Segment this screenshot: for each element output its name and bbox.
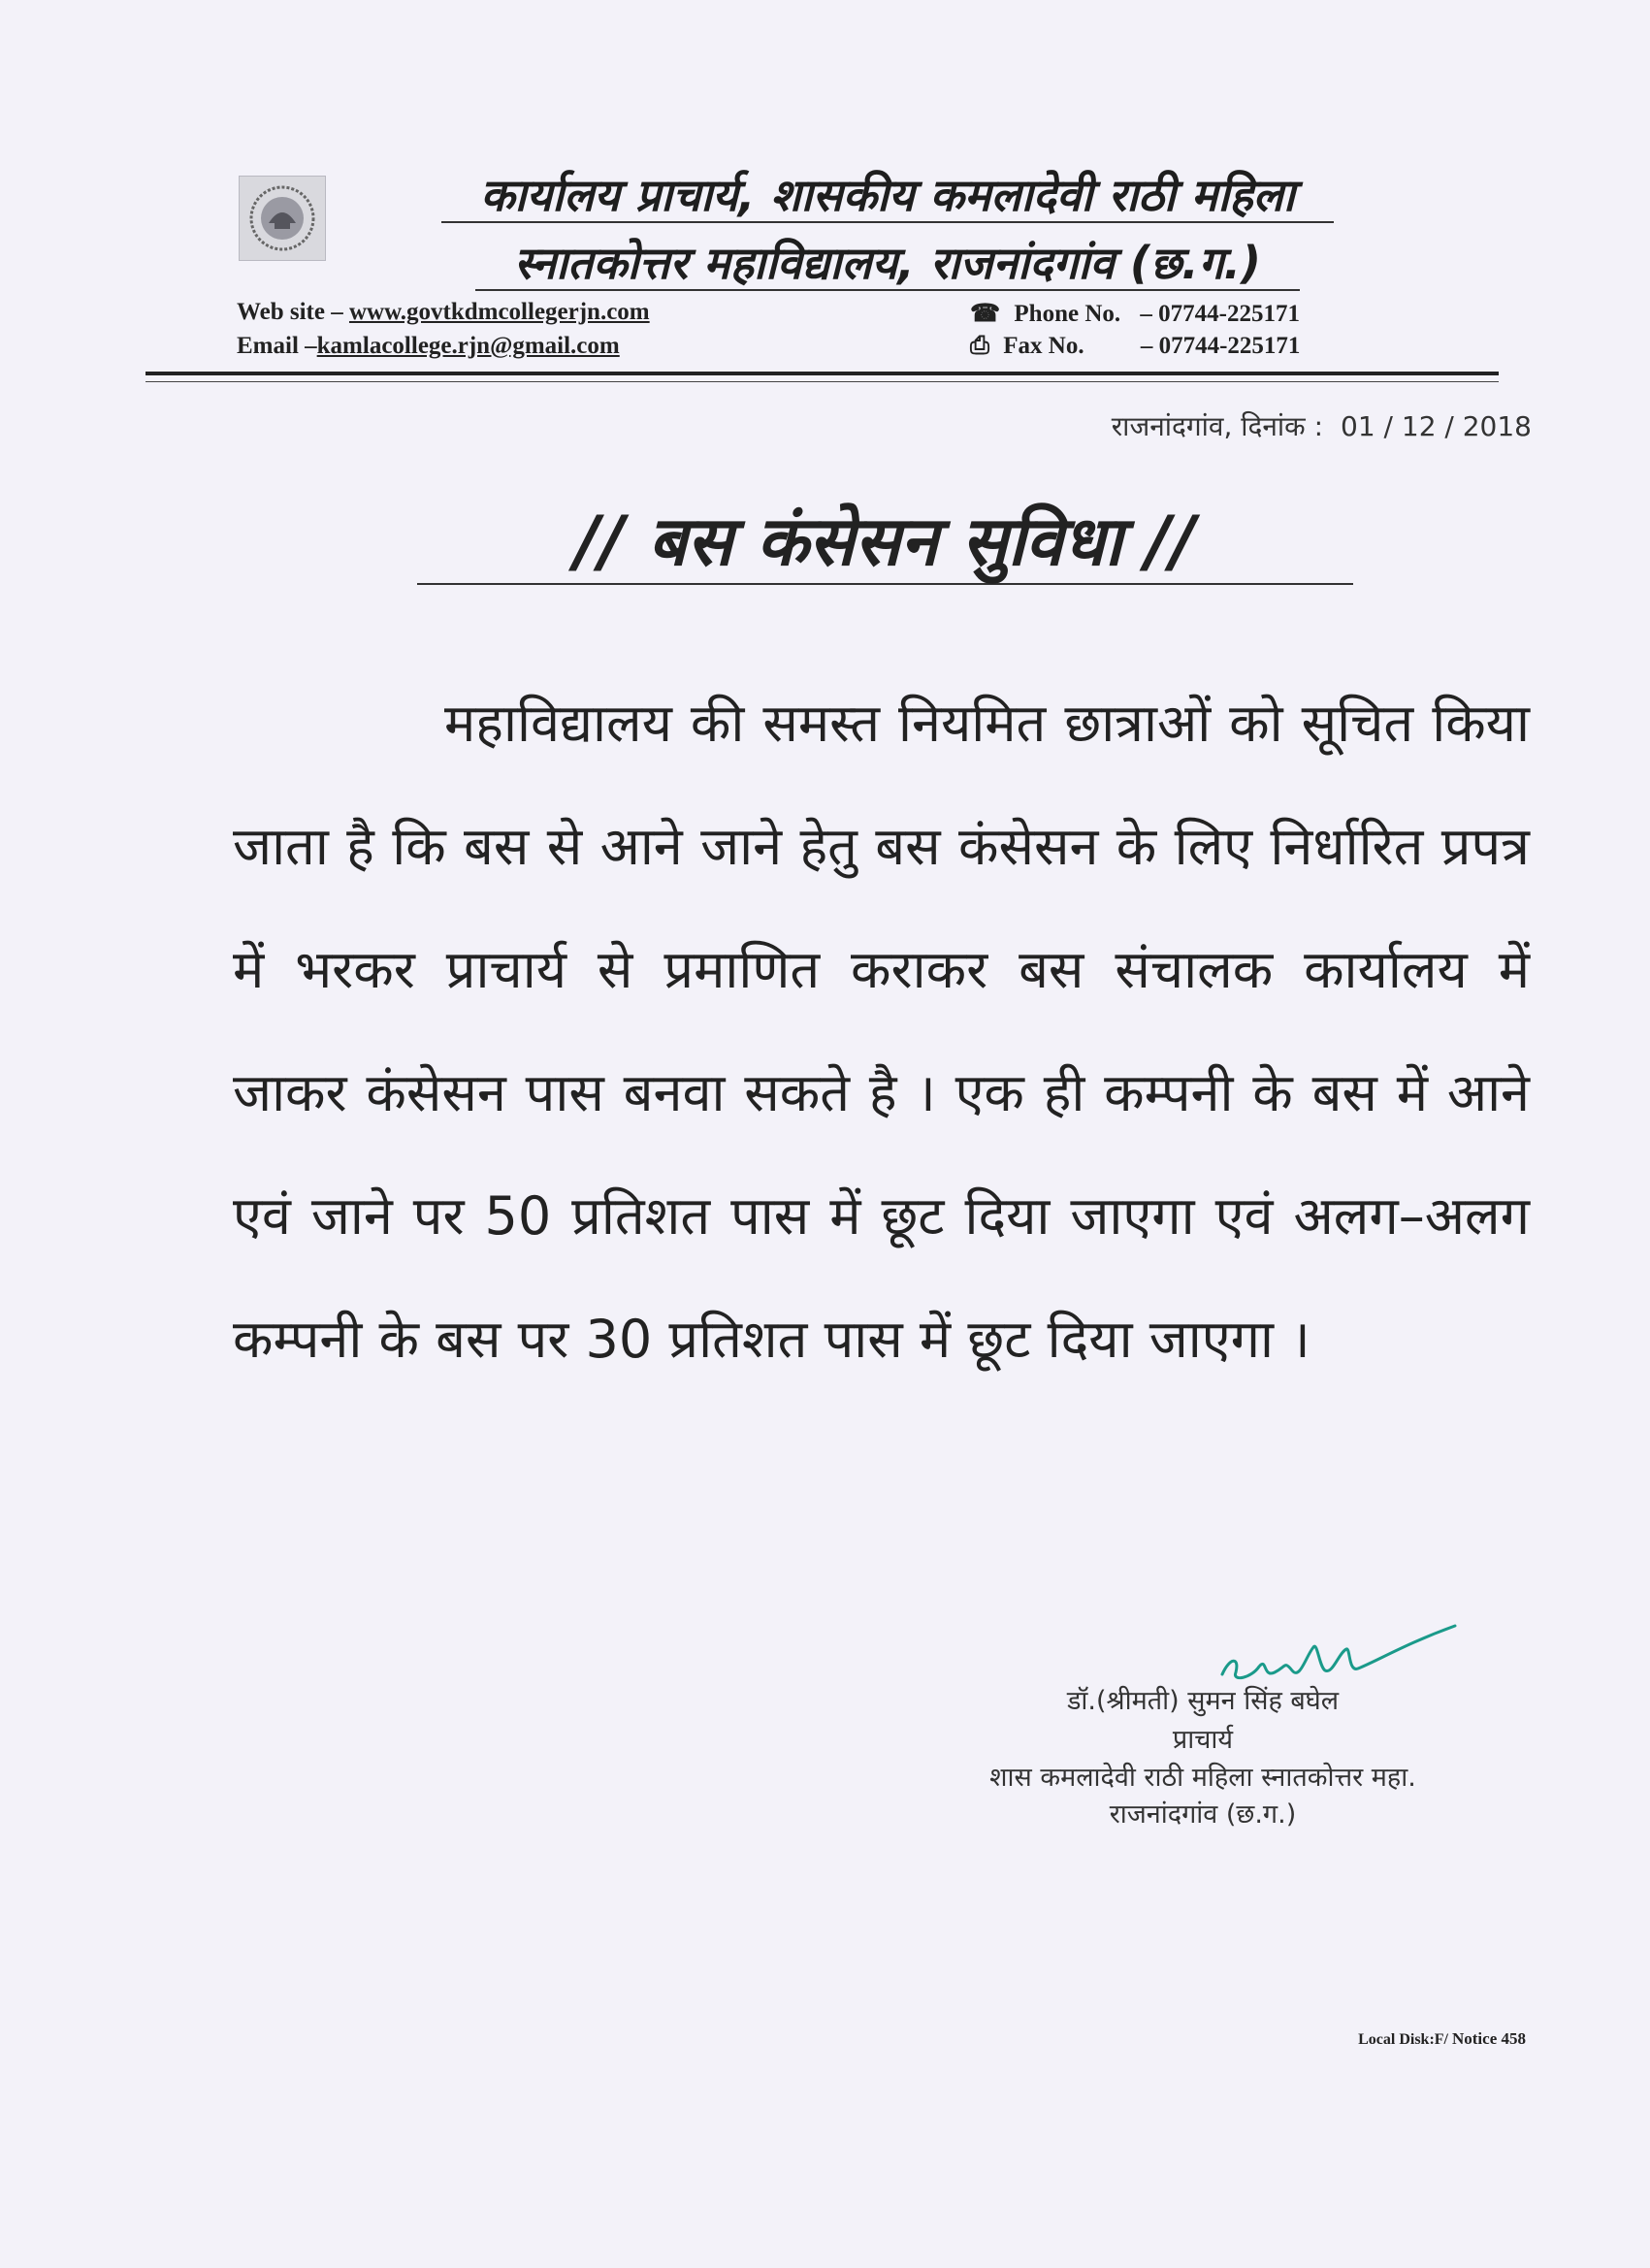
- date-line: [1112, 407, 1532, 444]
- notice-title: // बस कंसेसन सुविधा //: [417, 500, 1353, 585]
- email-label: Email –: [237, 333, 317, 359]
- phone-row: [970, 299, 1300, 328]
- file-reference: [1358, 2029, 1526, 2049]
- date-value: 01 / 12 / 2018: [1341, 410, 1532, 442]
- website-label: Web site –: [237, 299, 343, 325]
- fax-icon: ⎙: [970, 333, 990, 359]
- fax-row: [970, 333, 1300, 360]
- phone-icon: ☎: [970, 301, 1001, 327]
- institution-name-line2: स्नातकोत्तर महाविद्यालय, राजनांदगांव (छ.ग.): [475, 237, 1300, 291]
- college-emblem-icon: [239, 176, 326, 261]
- notice-body: महाविद्यालय की समस्त नियमित छात्राओं को सूचित किया जाता है कि बस से आने जाने हेतु बस कंसेसन के लिए निर्धारित प्रपत्र में भरकर प्राचार्य से प्रमाणित कराकर बस संचालक कार्यालय में जाकर कंसेसन पास बनवा सकते है । एक ही कम्पनी के बस में आने एवं जाने पर 50 प्रतिशत पास में छूट दिया जाएगा एवं अलग–अलग कम्पनी के बस पर 30 प्रतिशत पास में छूट दिया जाएगा ।: [233, 693, 1530, 1370]
- website-link[interactable]: www.govtkdmcollegerjn.com: [348, 299, 650, 325]
- fax-number: – 07744-225171: [1140, 333, 1301, 359]
- phone-number: – 07744-225171: [1140, 301, 1300, 327]
- fax-label: Fax No.: [1003, 333, 1084, 359]
- signatory-name: डॉ.(श्रीमती) सुमन सिंह बघेल: [1066, 1686, 1340, 1716]
- signatory-institution: शास कमलादेवी राठी महिला स्नातकोत्तर महा.: [989, 1763, 1416, 1793]
- header-divider: [146, 372, 1499, 375]
- email-link[interactable]: kamlacollege.rjn@gmail.com: [316, 333, 620, 359]
- date-label: राजनांदगांव, दिनांक :: [1111, 410, 1324, 442]
- website-row: [237, 299, 650, 326]
- email-row: [237, 333, 620, 360]
- institution-name-line1: कार्यालय प्राचार्य, शासकीय कमलादेवी राठी महिला: [441, 169, 1334, 223]
- header-divider-thin: [146, 381, 1499, 382]
- notice-number: Notice 458: [1451, 2029, 1526, 2048]
- file-path: Local Disk:F/: [1358, 2031, 1448, 2048]
- phone-label: Phone No.: [1014, 301, 1121, 327]
- signatory-city: राजनांदगांव (छ.ग.): [1109, 1799, 1297, 1830]
- signatory-designation: प्राचार्य: [1172, 1725, 1234, 1755]
